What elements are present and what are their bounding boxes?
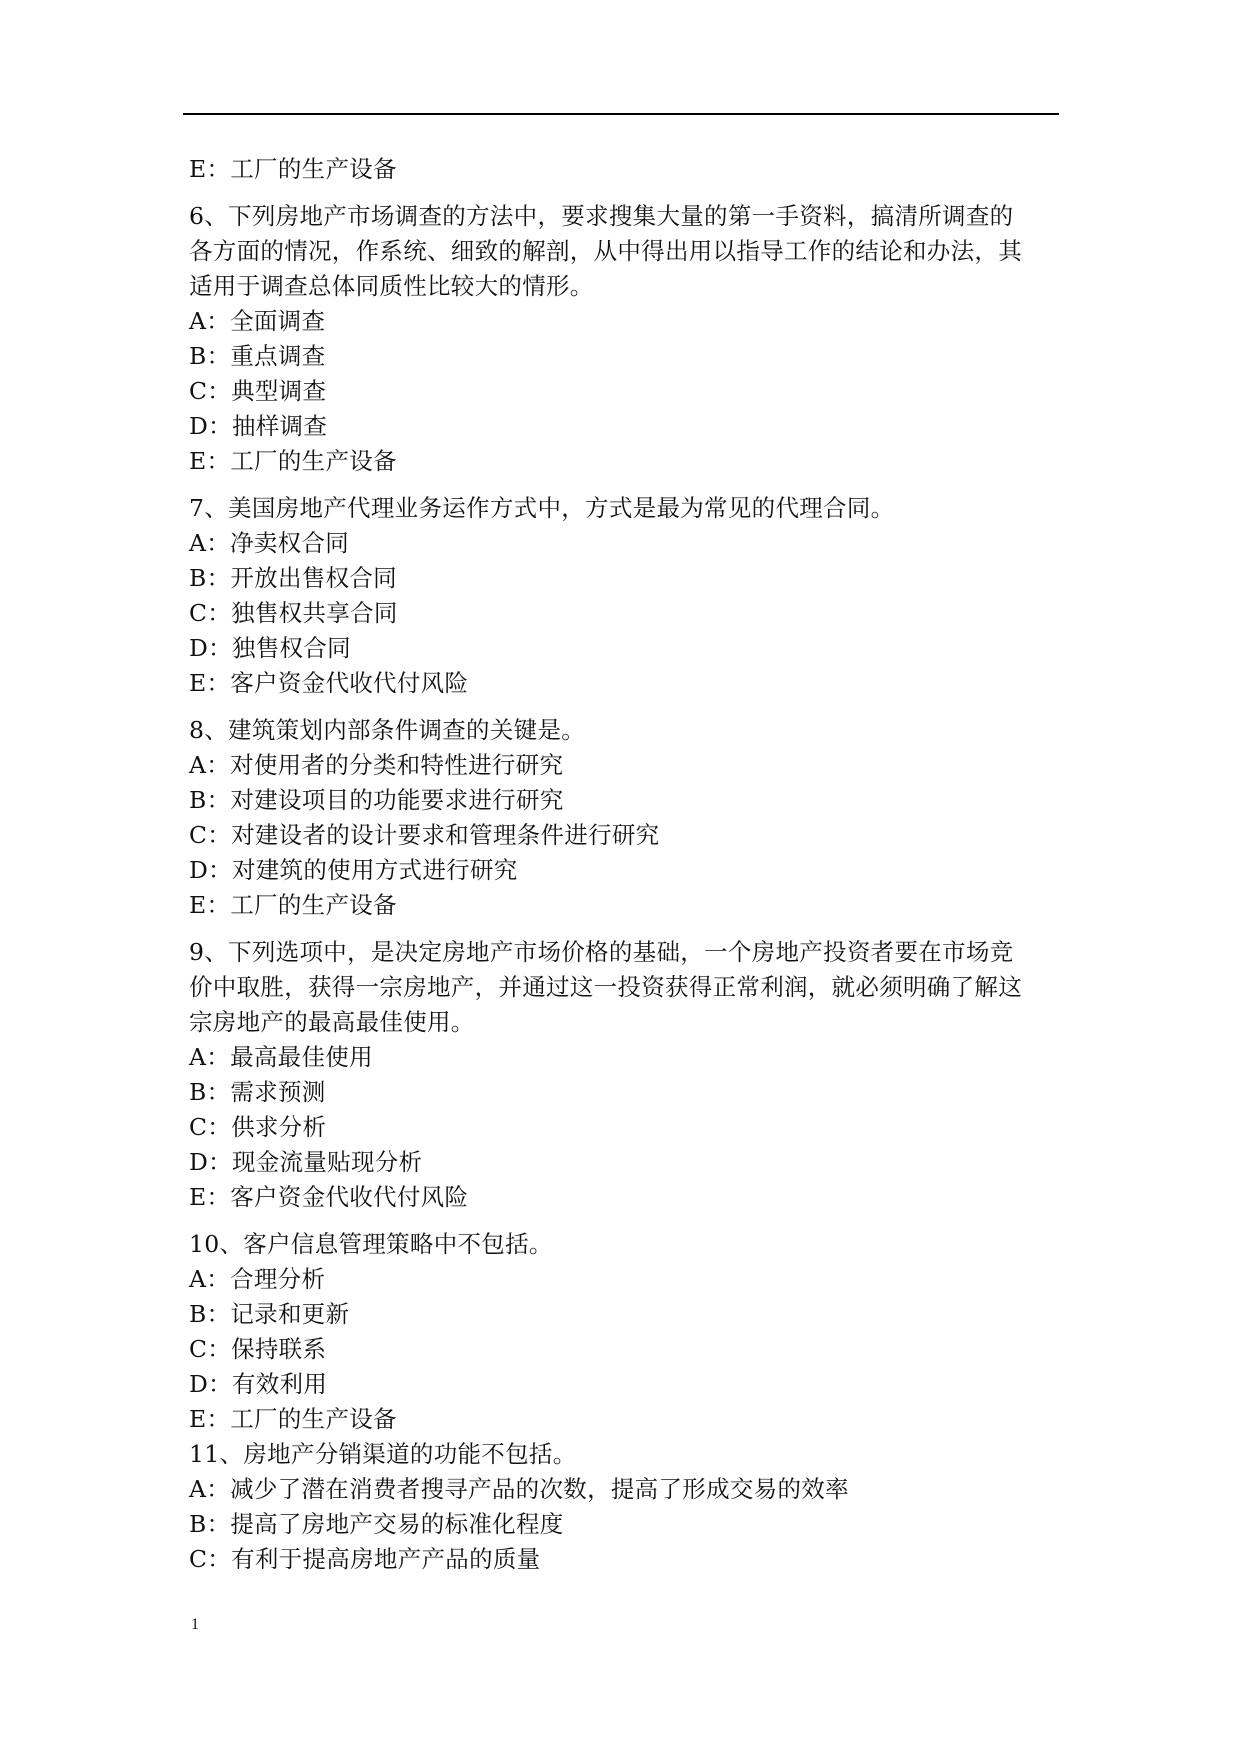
option-line: B：需求预测 xyxy=(189,1078,326,1106)
question-stem-line: 10、客户信息管理策略中不包括。 xyxy=(189,1230,553,1258)
option-line: C：保持联系 xyxy=(189,1335,327,1363)
option-line: E：工厂的生产设备 xyxy=(189,1405,397,1433)
option-line: D：对建筑的使用方式进行研究 xyxy=(189,856,518,884)
option-line: B：提高了房地产交易的标准化程度 xyxy=(189,1510,564,1538)
option-line: A：减少了潜在消费者搜寻产品的次数，提高了形成交易的效率 xyxy=(189,1475,849,1503)
option-line: A：全面调查 xyxy=(189,307,326,335)
question-stem-line: 7、美国房地产代理业务运作方式中，方式是最为常见的代理合同。 xyxy=(189,494,895,522)
option-line: A：最高最佳使用 xyxy=(189,1043,373,1071)
page-number: 1 xyxy=(191,1616,199,1633)
option-line: C：典型调查 xyxy=(189,377,327,405)
question-stem-line: 9、下列选项中，是决定房地产市场价格的基础，一个房地产投资者要在市场竞 xyxy=(189,938,1014,966)
question-10 xyxy=(189,1227,1059,1437)
question-stem-line: 6、下列房地产市场调查的方法中，要求搜集大量的第一手资料，搞清所调查的 xyxy=(189,202,1014,230)
option-line: E：工厂的生产设备 xyxy=(189,447,397,475)
option-line: C：对建设者的设计要求和管理条件进行研究 xyxy=(189,821,660,849)
option-line: E：工厂的生产设备 xyxy=(189,891,397,919)
option-line: E：客户资金代收代付风险 xyxy=(189,669,469,697)
option-line: E：工厂的生产设备 xyxy=(189,155,397,183)
question-stem-line: 适用于调查总体同质性比较大的情形。 xyxy=(189,272,594,300)
option-line: B：开放出售权合同 xyxy=(189,564,397,592)
option-line: C：有利于提高房地产产品的质量 xyxy=(189,1545,541,1573)
option-line: C：供求分析 xyxy=(189,1113,327,1141)
option-line: B：对建设项目的功能要求进行研究 xyxy=(189,786,564,814)
question-6 xyxy=(189,199,1059,479)
question-stem-line: 宗房地产的最高最佳使用。 xyxy=(189,1008,475,1036)
header-rule xyxy=(183,113,1059,115)
option-line: A：合理分析 xyxy=(189,1265,326,1293)
document-body xyxy=(189,152,1059,1577)
question-7 xyxy=(189,491,1059,701)
question-stem-line: 各方面的情况，作系统、细致的解剖，从中得出用以指导工作的结论和办法，其 xyxy=(189,237,1022,265)
option-line: A：对使用者的分类和特性进行研究 xyxy=(189,751,564,779)
question-11 xyxy=(189,1437,1059,1577)
question-stem-line: 价中取胜，获得一宗房地产，并通过这一投资获得正常利润，就必须明确了解这 xyxy=(189,973,1022,1001)
option-line: D：现金流量贴现分析 xyxy=(189,1148,423,1176)
option-line: D：有效利用 xyxy=(189,1370,328,1398)
question-stem-line: 8、建筑策划内部条件调查的关键是。 xyxy=(189,716,586,744)
question-9 xyxy=(189,935,1059,1215)
option-line: D：抽样调查 xyxy=(189,412,328,440)
question-8 xyxy=(189,713,1059,923)
option-line: E：客户资金代收代付风险 xyxy=(189,1183,469,1211)
option-line: A：净卖权合同 xyxy=(189,529,350,557)
option-line: D：独售权合同 xyxy=(189,634,351,662)
option-line: B：重点调查 xyxy=(189,342,326,370)
question-stem-line: 11、房地产分销渠道的功能不包括。 xyxy=(189,1440,577,1468)
option-line: C：独售权共享合同 xyxy=(189,599,398,627)
option-line: B：记录和更新 xyxy=(189,1300,350,1328)
